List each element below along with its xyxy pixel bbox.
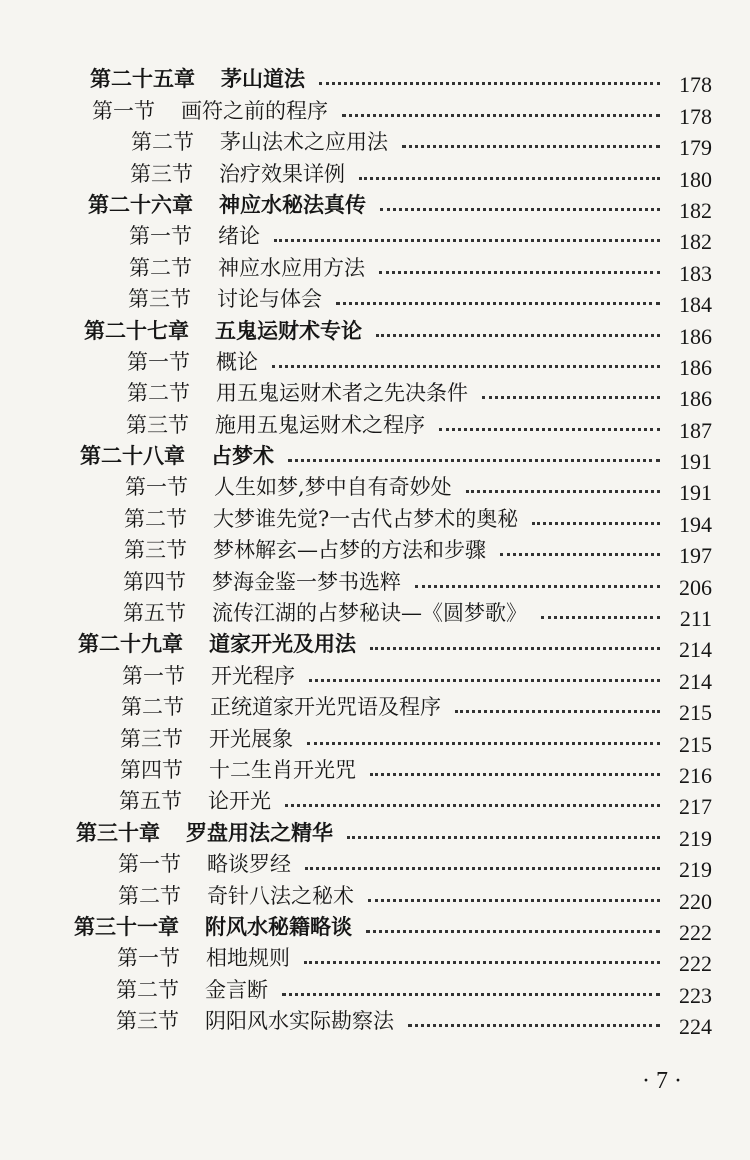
toc-chapter-entry — [0, 813, 750, 851]
toc-entry-label: 第一节 — [127, 349, 190, 374]
toc-entry-page: 197 — [679, 543, 712, 569]
toc-entry-label: 第二节 — [127, 381, 190, 406]
toc-entry-label: 第二十九章 — [78, 631, 183, 657]
toc-entry-label: 第一节 — [125, 475, 188, 500]
toc-entry-page: 191 — [679, 480, 712, 506]
toc-section-entry — [0, 876, 750, 914]
dot-leader — [285, 794, 660, 807]
dot-leader — [541, 606, 660, 619]
toc-chapter-entry — [0, 908, 750, 945]
toc-section-entry — [0, 656, 750, 694]
dot-leader — [342, 104, 660, 117]
toc-entry-page: 220 — [679, 888, 712, 914]
toc-entry-label: 第三十一章 — [74, 913, 179, 939]
toc-entry-label: 第三节 — [120, 726, 183, 751]
dot-leader — [455, 700, 660, 713]
toc-entry-label: 第四节 — [123, 569, 186, 594]
toc-section-entry — [0, 343, 750, 380]
toc-section-entry — [0, 248, 750, 286]
toc-entry-title: 施用五鬼运财术之程序 — [215, 412, 425, 437]
toc-entry-page: 222 — [679, 919, 712, 945]
dot-leader — [274, 229, 660, 242]
toc-entry-title: 正统道家开光咒语及程序 — [210, 695, 441, 720]
dot-leader — [309, 669, 660, 682]
toc-entry-title: 道家开光及用法 — [209, 631, 356, 657]
dot-leader — [366, 920, 660, 933]
toc-entry-title: 附风水秘籍略谈 — [205, 913, 352, 939]
toc-entry-label: 第一节 — [117, 946, 180, 971]
dot-leader — [319, 72, 660, 85]
toc-entry-title: 神应水秘法真传 — [219, 191, 366, 217]
dot-leader — [307, 732, 660, 745]
toc-entry-page: 180 — [679, 166, 712, 192]
dot-leader — [376, 324, 660, 337]
toc-entry-title: 画符之前的程序 — [181, 98, 328, 123]
toc-entry-label: 第二节 — [121, 695, 184, 720]
toc-entry-label: 第二节 — [118, 883, 181, 908]
dot-leader — [415, 575, 660, 588]
dot-leader — [408, 1014, 660, 1027]
toc-entry-page: 183 — [679, 260, 712, 286]
toc-entry-label: 第五节 — [119, 789, 182, 814]
toc-entry-label: 第一节 — [122, 663, 185, 688]
toc-section-entry — [0, 939, 750, 977]
dot-leader — [482, 386, 660, 399]
toc-entry-page: 215 — [679, 731, 712, 757]
toc-entry-page: 216 — [679, 762, 712, 788]
toc-entry-page: 182 — [679, 197, 712, 223]
toc-entry-title: 阴阳风水实际勘察法 — [205, 1009, 394, 1034]
dot-leader — [532, 512, 660, 525]
toc-entry-page: 178 — [679, 103, 712, 129]
dot-leader — [368, 889, 660, 902]
toc-entry-page: 182 — [679, 229, 712, 255]
toc-entry-page: 214 — [679, 637, 712, 663]
toc-entry-title: 梦林解玄—占梦的方法和步骤 — [213, 538, 486, 563]
toc-entry-label: 第二节 — [131, 130, 194, 155]
toc-section-entry — [0, 374, 750, 412]
toc-entry-page: 194 — [679, 511, 712, 537]
toc-chapter-entry — [0, 60, 750, 98]
toc-entry-title: 茅山道法 — [221, 66, 305, 92]
toc-entry-label: 第二节 — [129, 255, 192, 280]
toc-section-entry — [0, 217, 750, 255]
toc-entry-page: 191 — [679, 449, 712, 475]
toc-chapter-entry — [0, 311, 750, 349]
toc-entry-title: 相地规则 — [206, 946, 290, 971]
dot-leader — [304, 951, 660, 964]
toc-entry-label: 第三节 — [124, 538, 187, 563]
dot-leader — [370, 637, 660, 650]
toc-section-entry — [0, 845, 750, 883]
toc-section-entry — [0, 1002, 750, 1040]
dot-leader — [272, 355, 660, 368]
toc-entry-label: 第一节 — [129, 224, 192, 249]
toc-section-entry — [0, 688, 750, 726]
toc-entry-label: 第三节 — [126, 412, 189, 437]
toc-entry-title: 十二生肖开光咒 — [209, 757, 356, 782]
toc-entry-page: 222 — [679, 951, 712, 977]
toc-entry-label: 第一节 — [92, 98, 155, 123]
toc-entry-label: 第二十七章 — [84, 317, 189, 343]
dot-leader — [379, 261, 660, 274]
toc-section-entry — [0, 594, 750, 632]
toc-entry-page: 214 — [679, 668, 712, 694]
toc-entry-page: 211 — [679, 606, 712, 632]
toc-entry-page: 219 — [679, 857, 712, 883]
toc-section-entry — [0, 751, 750, 788]
toc-chapter-entry — [0, 186, 750, 223]
dot-leader — [370, 763, 660, 776]
toc-entry-label: 第三节 — [128, 287, 191, 312]
toc-entry-title: 论开光 — [208, 789, 271, 814]
toc-entry-title: 神应水应用方法 — [218, 255, 365, 280]
toc-entry-title: 罗盘用法之精华 — [186, 819, 333, 845]
toc-chapter-entry — [0, 625, 750, 663]
toc-entry-title: 讨论与体会 — [217, 287, 322, 312]
toc-entry-title: 开光展象 — [209, 726, 293, 751]
dot-leader — [439, 418, 660, 431]
dot-leader — [466, 480, 660, 493]
toc-entry-page: 186 — [679, 354, 712, 380]
toc-entry-page: 186 — [679, 323, 712, 349]
toc-entry-label: 第二十八章 — [80, 443, 185, 469]
toc-entry-title: 概论 — [216, 349, 258, 374]
toc-section-entry — [0, 562, 750, 600]
toc-entry-title: 茅山法术之应用法 — [220, 130, 388, 155]
toc-section-entry — [0, 531, 750, 569]
toc-entry-title: 治疗效果详例 — [219, 161, 345, 186]
toc-section-entry — [0, 154, 750, 192]
dot-leader — [305, 857, 660, 870]
toc-section-entry — [0, 970, 750, 1008]
toc-entry-page: 178 — [679, 72, 712, 98]
toc-entry-label: 第三节 — [130, 161, 193, 186]
dot-leader — [500, 543, 660, 556]
toc-entry-title: 人生如梦,梦中自有奇妙处 — [214, 475, 452, 500]
toc-entry-page: 215 — [679, 700, 712, 726]
toc-section-entry — [0, 280, 750, 318]
toc-section-entry — [0, 719, 750, 757]
toc-entry-page: 179 — [679, 135, 712, 161]
toc-entry-label: 第二节 — [116, 977, 179, 1002]
toc-entry-label: 第二十五章 — [90, 66, 195, 92]
toc-section-entry — [0, 782, 750, 820]
toc-entry-label: 第三节 — [116, 1009, 179, 1034]
toc-section-entry — [0, 91, 750, 129]
toc-entry-page: 223 — [679, 982, 712, 1008]
toc-entry-page: 219 — [679, 825, 712, 851]
toc-entry-title: 略谈罗经 — [207, 852, 291, 877]
toc-section-entry — [0, 468, 750, 506]
toc-entry-page: 187 — [679, 417, 712, 443]
toc-entry-label: 第三十章 — [76, 819, 160, 845]
toc-entry-page: 206 — [679, 574, 712, 600]
toc-entry-title: 梦海金鉴一梦书选粹 — [212, 569, 401, 594]
toc-entry-label: 第二节 — [124, 506, 187, 531]
dot-leader — [347, 826, 660, 839]
toc-entry-label: 第一节 — [118, 852, 181, 877]
toc-entry-title: 绪论 — [218, 224, 260, 249]
toc-entry-title: 金言断 — [205, 977, 268, 1002]
toc-entry-title: 五鬼运财术专论 — [215, 317, 362, 343]
toc-entry-label: 第四节 — [120, 757, 183, 782]
toc-entry-page: 217 — [679, 794, 712, 820]
toc-entry-page: 224 — [679, 1014, 712, 1040]
dot-leader — [380, 198, 660, 211]
table-of-contents — [0, 60, 750, 1040]
toc-entry-title: 占梦术 — [211, 443, 274, 469]
dot-leader — [359, 167, 660, 180]
dot-leader — [336, 292, 660, 305]
page-number: · 7 · — [642, 1068, 682, 1094]
toc-entry-title: 用五鬼运财术者之先决条件 — [216, 381, 468, 406]
toc-section-entry — [0, 499, 750, 537]
toc-entry-page: 184 — [679, 292, 712, 318]
toc-entry-title: 流传江湖的占梦秘诀—《圆梦歌》 — [212, 601, 527, 626]
dot-leader — [402, 135, 660, 148]
toc-entry-label: 第二十六章 — [88, 191, 193, 217]
toc-section-entry — [0, 405, 750, 443]
toc-chapter-entry — [0, 437, 750, 475]
toc-section-entry — [0, 123, 750, 161]
toc-entry-title: 开光程序 — [211, 663, 295, 688]
dot-leader — [282, 983, 660, 996]
dot-leader — [288, 449, 660, 462]
toc-entry-page: 186 — [679, 386, 712, 412]
toc-entry-title: 奇针八法之秘术 — [207, 883, 354, 908]
toc-entry-label: 第五节 — [123, 601, 186, 626]
toc-entry-title: 大梦谁先觉?一古代占梦术的奥秘 — [213, 506, 519, 531]
